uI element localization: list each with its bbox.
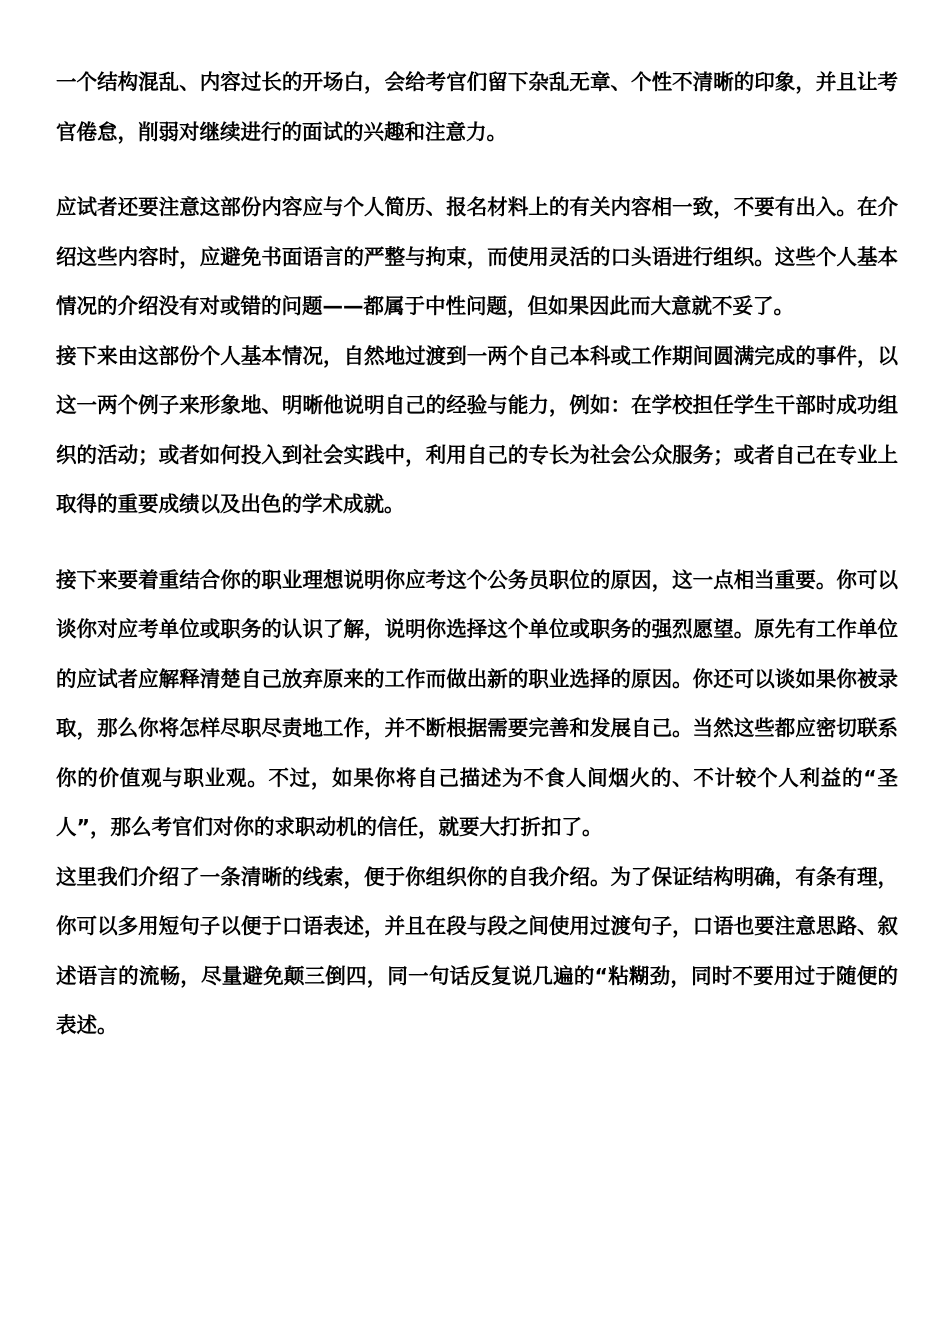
- paragraph-structure-tips: 这里我们介绍了一条清晰的线索，便于你组织你的自我介绍。为了保证结构明确，有条有理，你可以多用短句子以便于口语表述，并且在段与段之间使用过渡句子，口语也要注意思路、叙述语言的流畅，尽量避免颠三倒四，同一句话反复说几遍的“粘糊劲，同时不要用过于随便的表述。: [56, 864, 898, 1037]
- paragraph-opening-statement: 一个结构混乱、内容过长的开场白，会给考官们留下杂乱无章、个性不清晰的印象，并且让考官倦怠，削弱对继续进行的面试的兴趣和注意力。: [56, 70, 898, 144]
- document-body: [56, 58, 898, 1051]
- paragraph-consistency: 应试者还要注意这部份内容应与个人简历、报名材料上的有关内容相一致，不要有出入。在介绍这些内容时，应避免书面语言的严整与拘束，而使用灵活的口头语进行组织。这些个人基本情况的介绍没有对或错的问题——都属于中性问题，但如果因此而大意就不妥了。: [56, 195, 898, 318]
- paragraph-career-motivation: 接下来要着重结合你的职业理想说明你应考这个公务员职位的原因，这一点相当重要。你可以谈你对应考单位或职务的认识了解，说明你选择这个单位或职务的强烈愿望。原先有工作单位的应试者应解释清楚自己放弃原来的工作而做出新的职业选择的原因。你还可以谈如果你被录取，那么你将怎样尽职尽责地工作，并不断根据需要完善和发展自己。当然这些都应密切联系你的价值观与职业观。不过，如果你将自己描述为不食人间烟火的、不计较个人利益的“圣人”，那么考官们对你的求职动机的信任，就要大打折扣了。: [56, 567, 898, 839]
- paragraph-examples: 接下来由这部份个人基本情况，自然地过渡到一两个自己本科或工作期间圆满完成的事件，以这一两个例子来形象地、明晰他说明自己的经验与能力，例如：在学校担任学生干部时成功组织的活动；或者如何投入到社会实践中，利用自己的专长为社会公众服务；或者自己在专业上取得的重要成绩以及出色的学术成就。: [56, 343, 898, 516]
